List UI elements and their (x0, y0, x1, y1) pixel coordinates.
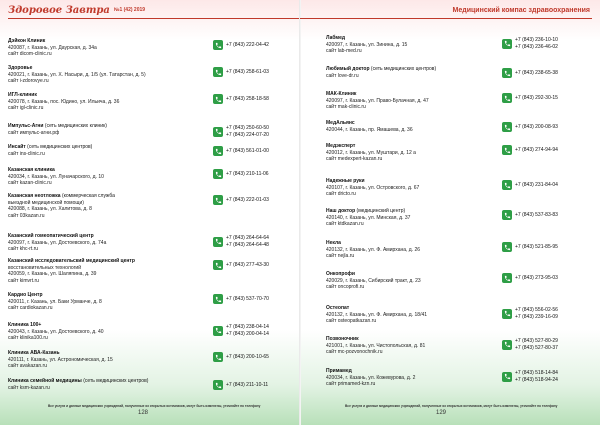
clinic-website-link[interactable]: сайт love-dr.ru (326, 72, 359, 79)
phone-block (213, 67, 269, 77)
phone-icon (502, 93, 512, 103)
left-page-number: 128 (138, 410, 149, 416)
section-title: Медицинский компас здравоохранения (452, 6, 590, 14)
phone-icon (213, 94, 223, 104)
clinic-title: Клиника АВА-Казань (8, 350, 60, 356)
phone-number[interactable]: +7 (843) 264-64-48 (226, 241, 269, 248)
clinic-title: Любимый доктор (326, 66, 370, 72)
clinic-address: восстановительных технологий (8, 264, 82, 271)
directory-entry (326, 271, 586, 297)
directory-entry (8, 350, 286, 376)
clinic-address: 420087, г. Казань, ул. Даурская, д. 34а (8, 44, 97, 51)
clinic-website-link[interactable]: сайт 03kazan.ru (8, 212, 45, 219)
clinic-website-link[interactable]: сайт osteopatkazan.ru (326, 318, 377, 324)
clinic-title: Наш доктор (326, 208, 356, 214)
phone-number[interactable]: +7 (843) 231-84-04 (515, 181, 558, 188)
phone-number[interactable]: +7 (843) 210-11-06 (226, 170, 269, 177)
phone-block (213, 324, 269, 337)
phone-icon (213, 237, 223, 247)
clinic-address: 420140, г. Казань, ул. Минская, д. 37 (326, 214, 411, 221)
clinic-title: Некла (326, 240, 341, 246)
phone-number[interactable]: +7 (843) 277-43-30 (226, 261, 269, 268)
clinic-title: Дэйкон Клиник (8, 38, 46, 44)
phone-number[interactable]: +7 (843) 200-08-93 (515, 123, 558, 130)
phone-number[interactable]: +7 (843) 537-83-83 (515, 211, 558, 218)
directory-entry (8, 233, 286, 259)
clinic-website-link[interactable]: сайт dricto.ru (326, 191, 356, 197)
phone-list (515, 37, 558, 50)
phone-block (213, 235, 269, 248)
phone-icon (213, 294, 223, 304)
clinic-address: 420097, г. Казань, ул. Достоевского, д. 74а (8, 239, 107, 246)
magazine-logo: Здоровое Завтра (8, 4, 110, 16)
clinic-address: 420029, г. Казань, Сибирский тракт, д. 23 (326, 277, 421, 284)
phone-list (226, 96, 269, 103)
clinic-title: ИГЛ-клиник (8, 92, 37, 98)
phone-block (502, 145, 558, 155)
phone-block (213, 125, 269, 138)
phone-number[interactable]: +7 (843) 518-94-24 (515, 376, 558, 383)
phone-number[interactable]: +7 (843) 224-07-20 (226, 131, 269, 138)
phone-icon (502, 68, 512, 78)
phone-list (226, 171, 269, 178)
phone-number[interactable]: +7 (843) 236-46-02 (515, 43, 558, 50)
directory-entry (326, 305, 586, 331)
phone-block (502, 37, 558, 50)
phone-number[interactable]: +7 (843) 527-80-29 (515, 338, 558, 344)
clinic-note: (медицинский центр) (355, 208, 406, 214)
clinic-title: Медэксперт (326, 143, 356, 149)
clinic-website-link[interactable]: сайт ktdkazan.ru (326, 221, 364, 227)
clinic-title: Кардио Центр (8, 292, 43, 298)
clinic-website-link[interactable]: сайт i-zdorovye.ru (8, 78, 49, 84)
phone-block (213, 146, 269, 156)
phone-block (502, 242, 558, 252)
phone-icon (502, 180, 512, 190)
clinic-website-link[interactable]: сайт nejla.ru (326, 253, 355, 259)
phone-icon (502, 39, 512, 49)
clinic-website-link[interactable]: сайт primamed-kzn.ru (326, 381, 376, 387)
phone-number[interactable]: +7 (843) 274-94-94 (515, 146, 558, 153)
directory-entry (8, 65, 286, 91)
phone-list (515, 307, 558, 320)
phone-number[interactable]: +7 (843) 561-01-00 (226, 147, 269, 154)
phone-block (502, 68, 558, 78)
right-header (300, 0, 600, 20)
phone-list (515, 70, 558, 77)
clinic-website-link[interactable]: сайт kazan-clinic.ru (8, 180, 52, 186)
clinic-title: Надежные руки (326, 178, 365, 184)
directory-entry (8, 167, 286, 193)
clinic-address: 420034, г. Казань, ул. Кожевурова, д. 2 (326, 374, 416, 381)
phone-icon (213, 260, 223, 270)
phone-icon (213, 169, 223, 179)
phone-list (515, 370, 558, 383)
phone-list (226, 235, 269, 248)
clinic-title: Казанская клиника (8, 167, 55, 173)
clinic-title: Казанская неотложка (8, 193, 61, 199)
clinic-address: 421001, г. Казань, ул. Чистопольская, д. 81 (326, 342, 426, 349)
clinic-address: 420043, г. Казань, ул. Достоевского, д. 40 (8, 328, 104, 335)
clinic-address: 420097, г. Казань, ул. Зинина, д. 15 (326, 41, 408, 48)
directory-entry (8, 92, 286, 118)
phone-block (213, 94, 269, 104)
clinic-website-link[interactable]: сайт dicom-clinic.ru (8, 51, 52, 57)
directory-entry (326, 368, 586, 394)
clinic-title: Казанский гомеопатический центр (8, 233, 94, 239)
clinic-note: (сеть медицинских центров) (81, 378, 149, 384)
directory-entry (326, 240, 586, 266)
clinic-title: Онкопрофи (326, 271, 355, 277)
clinic-address: 420078, г. Казань, пос. Юдино, ул. Ильича, д. 36 (8, 98, 120, 105)
phone-icon (502, 372, 512, 382)
phone-block (213, 40, 269, 50)
clinic-address: 420097, г. Казань, ул. Право-Булачная, д. 47 (326, 97, 429, 104)
clinic-address: 420111, г. Казань, ул. Астрономическая, д. 15 (8, 356, 113, 363)
directory-entry (326, 143, 586, 169)
phone-block (502, 93, 558, 103)
clinic-title: Лабмед (326, 35, 346, 41)
directory-entry (8, 378, 286, 404)
phone-number[interactable]: +7 (843) 222-04-42 (226, 41, 269, 48)
phone-list (226, 354, 269, 361)
clinic-website-link[interactable]: сайт ins-clinic.ru (8, 150, 45, 157)
phone-icon (213, 146, 223, 156)
directory-entry (8, 322, 286, 348)
clinic-title: Клиника 100+ (8, 322, 42, 328)
phone-list (226, 296, 269, 303)
clinic-website-link[interactable]: сайт oncoprofi.ru (326, 284, 365, 290)
phone-number[interactable]: +7 (843) 238-04-14 (226, 324, 269, 330)
phone-list (226, 125, 269, 138)
directory-entry (326, 336, 586, 362)
directory-entry (326, 208, 586, 234)
clinic-title: МАК-Клиник (326, 91, 357, 97)
phone-icon (502, 145, 512, 155)
header-divider (8, 18, 300, 19)
phone-block (502, 273, 558, 283)
clinic-note: (сеть медицинских клиник) (43, 123, 107, 129)
phone-list (515, 124, 558, 131)
phone-icon (502, 242, 512, 252)
phone-list (515, 275, 558, 282)
phone-number[interactable]: +7 (843) 556-02-56 (515, 307, 558, 313)
clinic-title: Примамед (326, 368, 352, 374)
phone-icon (502, 340, 512, 350)
phone-block (213, 169, 269, 179)
clinic-website-link[interactable]: сайт igl-clinic.ru (8, 105, 44, 111)
clinic-address: 420132, г. Казань, ул. Ф. Амирхана, д. 26 (326, 246, 421, 253)
clinic-note: (сеть медицинских центров) (369, 66, 437, 72)
phone-number[interactable]: +7 (843) 292-30-15 (515, 94, 558, 101)
clinic-website-link[interactable]: сайт ksm-kazan.ru (8, 384, 50, 391)
phone-list (226, 69, 269, 76)
phone-icon (502, 122, 512, 132)
phone-icon (502, 273, 512, 283)
phone-block (213, 294, 269, 304)
phone-icon (213, 195, 223, 205)
phone-icon (213, 352, 223, 362)
phone-number[interactable]: +7 (843) 238-65-38 (515, 69, 558, 76)
directory-entry (326, 178, 586, 204)
phone-list (226, 382, 268, 389)
phone-list (515, 244, 558, 251)
phone-block (213, 380, 268, 390)
phone-list (515, 147, 558, 154)
phone-list (515, 338, 558, 351)
issue-number: №1 (42) 2019 (113, 7, 146, 13)
phone-number[interactable]: +7 (843) 239-16-09 (515, 313, 558, 320)
phone-block (213, 352, 269, 362)
phone-block (502, 210, 558, 220)
clinic-website-link[interactable]: сайт cardiokazan.ru (8, 305, 53, 311)
clinic-note: (коммерческая служба (60, 193, 115, 199)
left-header (0, 0, 300, 20)
phone-block (502, 338, 558, 351)
clinic-website-link[interactable]: сайт lab-med.ru (326, 48, 362, 54)
phone-number[interactable]: +7 (843) 258-18-58 (226, 95, 269, 102)
phone-block (502, 370, 558, 383)
clinic-website-link[interactable]: сайт mak-clinic.ru (326, 104, 366, 110)
phone-number[interactable]: +7 (843) 250-60-50 (226, 125, 269, 131)
right-footer-note: Все услуги и данные медицинских учреждений, полученные из открытых источников, могут быть изменены, уточняйте по телефону (345, 404, 558, 408)
phone-number[interactable]: +7 (843) 200-10-65 (226, 353, 269, 360)
clinic-address: 420044, г. Казань, пр. Ямашева, д. 36 (326, 126, 413, 133)
clinic-title: Позвоночник (326, 336, 359, 342)
clinic-address: 420011, г. Казань, ул. Баки Урманче, д. 8 (8, 298, 102, 305)
clinic-address: 420059, г. Казань, ул. Шаляпина, д. 39 (8, 271, 97, 277)
phone-block (213, 195, 269, 205)
directory-entry (8, 38, 286, 64)
clinic-website-link[interactable]: сайт klinika100.ru (8, 335, 48, 341)
phone-list (226, 324, 269, 337)
phone-icon (502, 210, 512, 220)
phone-block (502, 307, 558, 320)
clinic-note: (сеть медицинских центров) (25, 144, 93, 150)
directory-entry (8, 193, 286, 219)
clinic-address: 420021, г. Казань, ул. Х. Насыри, д. 1/5 (ул. Татарстан, д. 5) (8, 71, 146, 78)
left-footer-note: Все услуги и данные медицинских учреждений, полученные из открытых источников, могут быть изменены, уточняйте по телефону (48, 404, 261, 408)
right-page-number: 129 (436, 410, 447, 416)
phone-icon (213, 326, 223, 336)
clinic-title: Остеопат (326, 305, 350, 311)
phone-number[interactable]: +7 (843) 264-64-64 (226, 235, 269, 241)
clinic-address: выездной медицинской помощи) (8, 199, 84, 206)
clinic-title: Казанский исследовательский медицинский центр (8, 258, 135, 264)
phone-number[interactable]: +7 (843) 527-80-37 (515, 344, 558, 351)
phone-list (226, 42, 269, 49)
clinic-website-link[interactable]: сайт mc-pozvonochnik.ru (326, 349, 383, 355)
clinic-address: 420012, г. Казань, ул. Муштари, д. 12 а (326, 149, 416, 156)
clinic-address: 420107, г. Казань, ул. Островского, д. 67 (326, 184, 420, 191)
clinic-website-link[interactable]: сайт medexpert-kazan.ru (326, 156, 383, 162)
phone-number[interactable]: +7 (843) 236-10-10 (515, 37, 558, 43)
phone-icon (213, 40, 223, 50)
phone-list (226, 148, 269, 155)
phone-number[interactable]: +7 (843) 200-04-14 (226, 330, 269, 337)
phone-number[interactable]: +7 (843) 211-10-11 (226, 381, 269, 388)
directory-entry (326, 35, 586, 61)
clinic-website-link[interactable]: сайт импульс-агни.рф (8, 129, 60, 136)
phone-block (502, 122, 558, 132)
phone-block (213, 260, 269, 270)
phone-icon (213, 380, 223, 390)
phone-number[interactable]: +7 (843) 222-01-03 (226, 196, 269, 203)
phone-list (515, 95, 558, 102)
phone-number[interactable]: +7 (843) 521-85-95 (515, 243, 558, 250)
phone-number[interactable]: +7 (843) 273-95-03 (515, 274, 558, 281)
phone-number[interactable]: +7 (843) 518-14-84 (515, 370, 558, 376)
header-divider (300, 18, 592, 19)
clinic-title: Здоровье (8, 65, 33, 71)
phone-number[interactable]: +7 (843) 258-61-03 (226, 68, 269, 75)
right-page (300, 0, 600, 425)
clinic-website-link[interactable]: сайт kimvrt.ru (8, 277, 39, 284)
phone-icon (213, 67, 223, 77)
directory-entry (326, 66, 586, 92)
phone-list (515, 182, 558, 189)
phone-icon (502, 309, 512, 319)
phone-list (515, 212, 558, 219)
clinic-title: Импульс-Агни (8, 123, 44, 129)
clinic-title: МедАльянс (326, 120, 355, 126)
phone-list (226, 197, 269, 204)
clinic-address: 420088, г. Казань, ул. Халитова, д. 8 (8, 206, 92, 212)
clinic-address: 420132, г. Казань, ул. Ф. Амирхана, д. 18/41 (326, 311, 428, 318)
clinic-title: Инсайт (8, 144, 26, 150)
directory-entry (8, 258, 286, 284)
directory-entry (8, 292, 286, 318)
phone-number[interactable]: +7 (843) 537-70-70 (226, 295, 269, 302)
clinic-address: 420034, г. Казань, ул. Луначарского, д. 10 (8, 173, 104, 180)
phone-block (502, 180, 558, 190)
phone-icon (213, 127, 223, 137)
clinic-title: Клиника семейной медицины (8, 378, 82, 384)
clinic-website-link[interactable]: сайт avakazan.ru (8, 363, 47, 369)
phone-list (226, 262, 269, 269)
clinic-website-link[interactable]: сайт khc-rt.ru (8, 246, 39, 252)
directory-entry (326, 91, 586, 117)
